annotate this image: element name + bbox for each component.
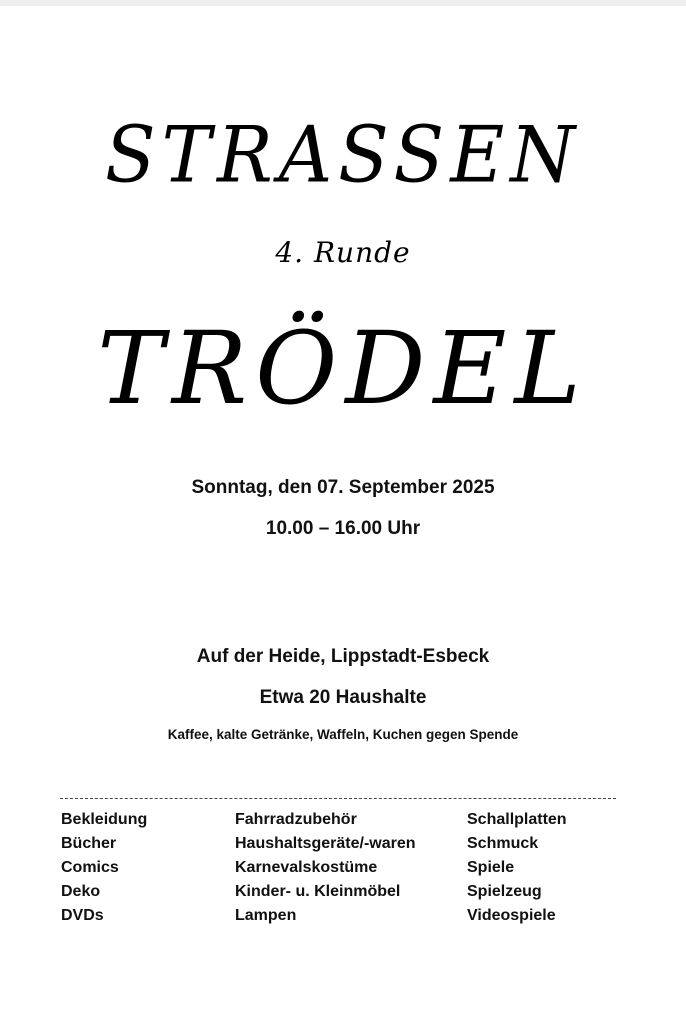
event-location: Auf der Heide, Lippstadt-Esbeck <box>196 646 490 667</box>
category-item: Haushaltsgeräte/-waren <box>235 835 416 852</box>
category-column-3 <box>467 808 567 928</box>
category-item: DVDs <box>61 907 104 924</box>
event-time: 10.00 – 16.00 Uhr <box>265 518 421 539</box>
category-item: Karnevalskostüme <box>235 859 378 876</box>
category-item: Spielzeug <box>467 883 542 900</box>
category-item: Videospiele <box>467 907 556 924</box>
category-item: Spiele <box>467 859 515 876</box>
category-item: Kinder- u. Kleinmöbel <box>235 883 401 900</box>
category-column-2 <box>235 808 416 928</box>
event-date: Sonntag, den 07. September 2025 <box>191 477 495 498</box>
category-item: Fahrradzubehör <box>235 811 357 828</box>
title-troedel: TRÖDEL <box>97 310 589 427</box>
category-item: Comics <box>61 859 119 876</box>
refreshments-note: Kaffee, kalte Getränke, Waffeln, Kuchen gegen Spende <box>167 727 519 742</box>
category-item: Lampen <box>235 907 297 924</box>
title-strassen: STRASSEN <box>104 109 582 201</box>
top-edge-strip <box>0 0 686 6</box>
category-item: Bücher <box>61 835 117 852</box>
dashed-divider <box>60 798 616 799</box>
category-item: Schallplatten <box>467 811 567 828</box>
household-count: Etwa 20 Haushalte <box>259 687 427 708</box>
category-item: Deko <box>61 883 101 900</box>
category-item: Bekleidung <box>61 811 148 828</box>
round-subtitle: 4. Runde <box>275 236 411 269</box>
category-column-1 <box>61 808 147 928</box>
category-item: Schmuck <box>467 835 539 852</box>
